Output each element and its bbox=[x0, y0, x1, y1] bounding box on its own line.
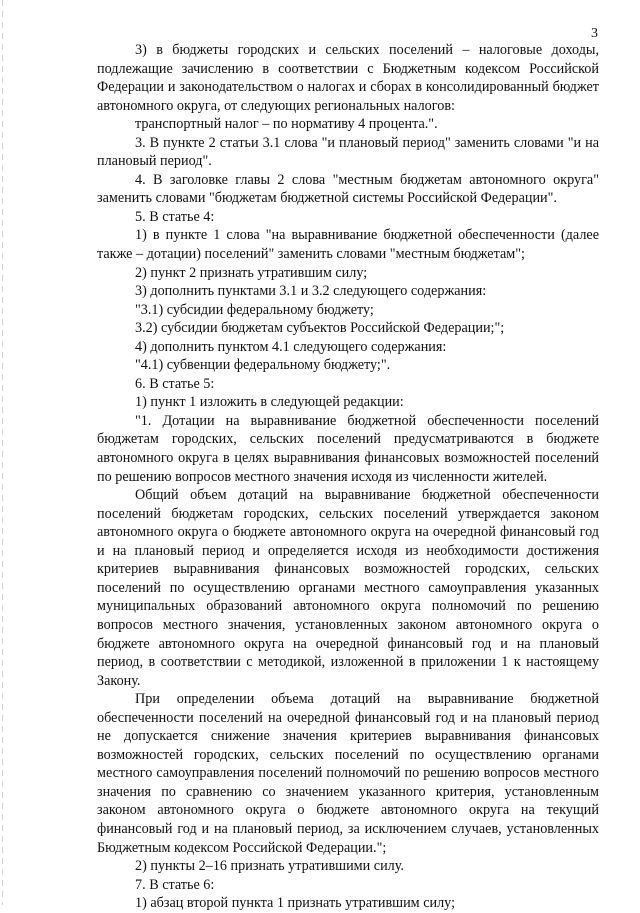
paragraph: При определении объема дотаций на выравнивание бюджетной обеспеченности поселений на очередной финансовый год и на плановый период не допускается снижение значения критериев выравнивания финансовых возможностей городских, сельских поселений по осуществлению органами местного самоуправления поселений полномочий по решению вопросов местного значения по сравнению со значением указанного критерия, установленным законом автономного округа о бюджете автономного округа на текущий финансовый год и на плановый период, за исключением случаев, установленных Бюджетным кодексом Российской Федерации."; bbox=[97, 691, 599, 856]
paragraph: "1. Дотации на выравнивание бюджетной обеспеченности поселений бюджетам городских, сельских поселений предусматриваются в бюджете автономного округа в целях выравнивания финансовых возможностей поселений по решению вопросов местного значения исходя из численности жителей. bbox=[97, 412, 599, 485]
paragraph: 1) в пункте 1 слова "на выравнивание бюджетной обеспеченности (далее также – дотации) поселений" заменить словами "местным бюджетам"; bbox=[97, 227, 599, 263]
paragraph: 1) абзац второй пункта 1 признать утратившим силу; bbox=[135, 895, 456, 912]
paragraph: 4) дополнить пунктом 4.1 следующего содержания: bbox=[135, 338, 447, 355]
paragraph: 4. В заголовке главы 2 слова "местным бюджетам автономного округа" заменить словами "бюджетам бюджетной системы Российской Федерации". bbox=[97, 171, 599, 207]
paragraph: 6. В статье 5: bbox=[135, 375, 215, 392]
paragraph: Общий объем дотаций на выравнивание бюджетной обеспеченности поселений бюджетам городских, сельских поселений утверждается законом автономного округа о бюджете автономного округа на очередной финансовый год и на плановый период и определяется исходя из необходимости достижения критериев выравнивания финансовых возможностей городских, сельских поселений по осуществлению органами местного самоуправления указанных муниципальных образований автономного округа полномочий по решению вопросов местного значения, установленных законом автономного округа о бюджете автономного округа на очередной финансовый год и на плановый период, в соответствии с методикой, изложенной в приложении 1 к настоящему Закону. bbox=[97, 487, 599, 689]
paragraph: 2) пункт 2 признать утратившим силу; bbox=[135, 264, 368, 281]
paragraph: 3) в бюджеты городских и сельских поселений – налоговые доходы, подлежащие зачислению в соответствии с Бюджетным кодексом Российской Федерации и законодательством о налогах и сборах в консолидированный бюджет автономного округа, от следующих региональных налогов: bbox=[97, 42, 599, 114]
paragraph: 5. В статье 4: bbox=[135, 208, 215, 225]
paragraph: "4.1) субвенции федеральному бюджету;". bbox=[135, 357, 391, 374]
paragraph: 3. В пункте 2 статьи 3.1 слова "и плановый период" заменить словами "и на плановый период". bbox=[97, 134, 599, 170]
paragraph: 3) дополнить пунктами 3.1 и 3.2 следующего содержания: bbox=[135, 283, 487, 300]
page-number: 3 bbox=[591, 26, 598, 41]
paragraph: транспортный налог – по нормативу 4 процента.". bbox=[135, 116, 438, 133]
paragraph: 2) пункты 2–16 признать утратившими силу. bbox=[135, 858, 404, 875]
document-body bbox=[97, 41, 599, 913]
paragraph: "3.1) субсидии федеральному бюджету; bbox=[135, 301, 374, 318]
paragraph: 1) пункт 1 изложить в следующей редакции: bbox=[135, 394, 404, 411]
paragraph: 3.2) субсидии бюджетам субъектов Российской Федерации;"; bbox=[135, 320, 505, 337]
scan-edge-artifact bbox=[2, 0, 3, 905]
paragraph: 7. В статье 6: bbox=[135, 876, 215, 893]
